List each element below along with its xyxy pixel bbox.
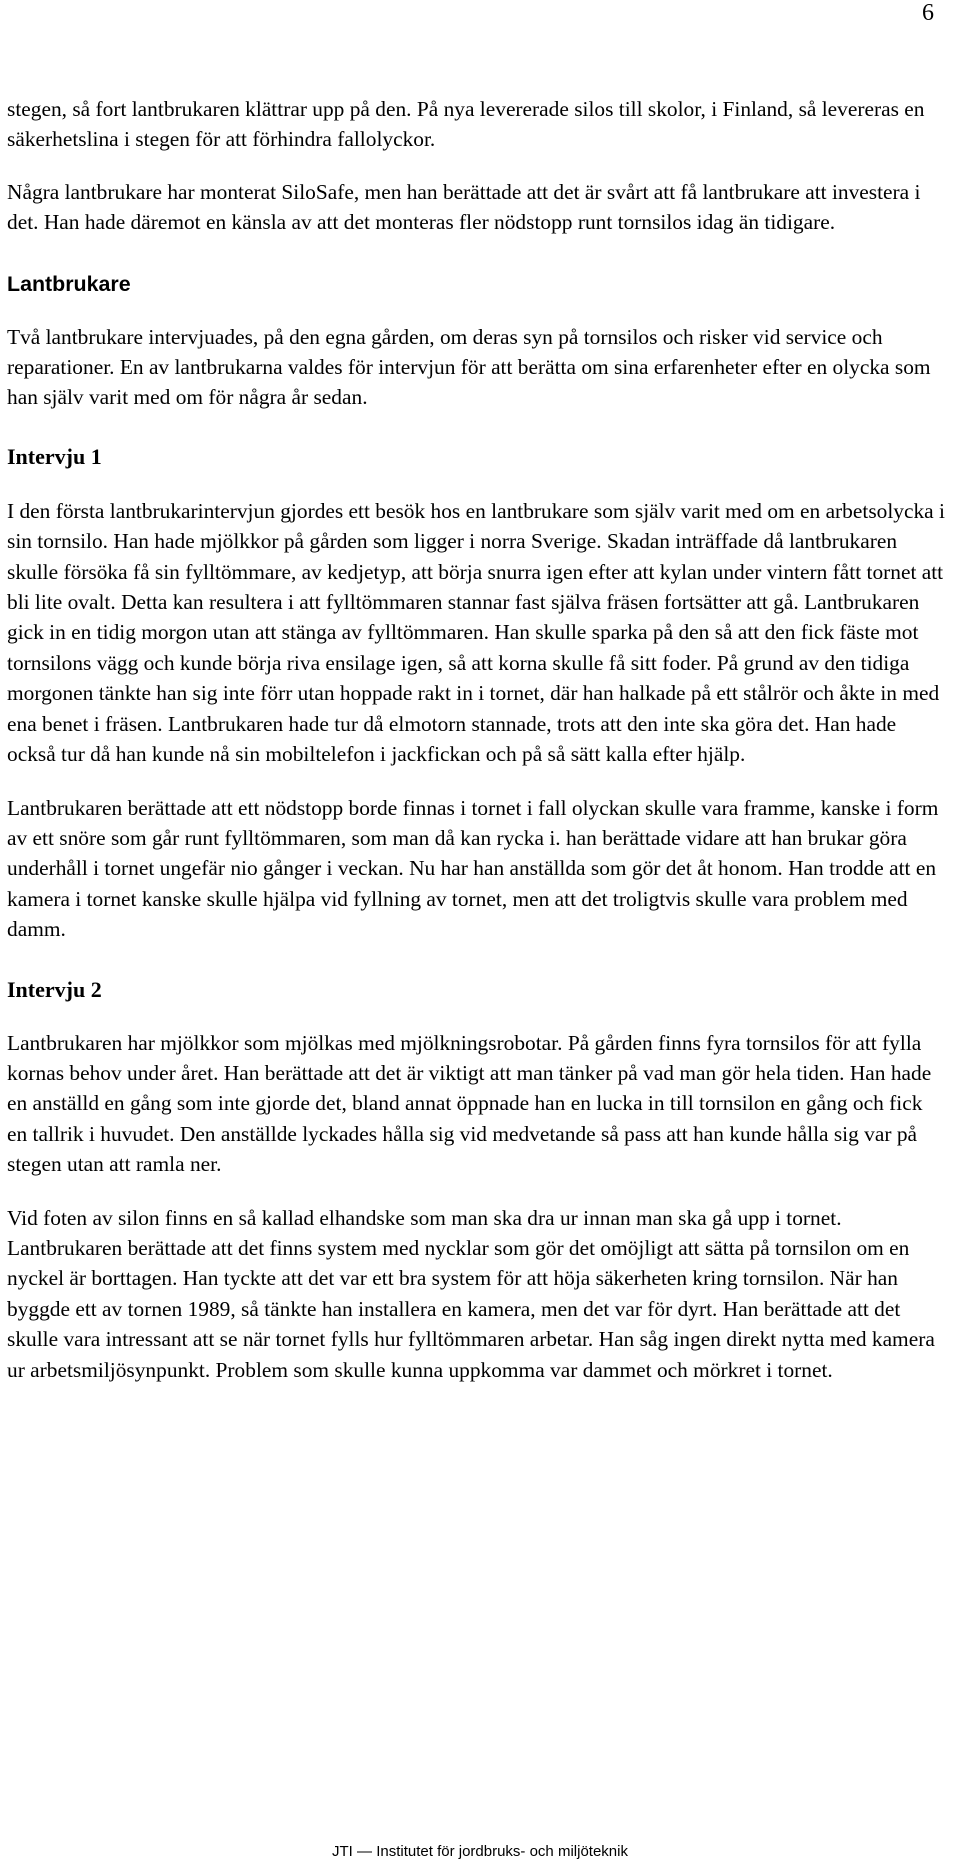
page-footer (0, 1842, 960, 1862)
paragraph-interviews-intro: Två lantbrukare intervjuades, på den egna gården, om deras syn på tornsilos och risker vid service och reparationer. En av lantbrukarna valdes för intervjun för att berätta om sina erfarenheter efter en olycka som han själv varit med om för några år sedan. (7, 324, 931, 410)
paragraph-intervju-1-accident: I den första lantbrukarintervjun gjordes ett besök hos en lantbrukare som själv varit med om en arbetsolycka i sin tornsilo. Han hade mjölkkor på gården som ligger i norra Sverige. Skadan inträffade då lantbrukaren skulle försöka få sin fylltömmare, av kedjetyp, att börja snurra igen efter att kylan under vintern fått tornet att bli lite ovalt. Detta kan resultera i att fylltömmaren stannar fast själva fräsen fortsätter att gå. Lantbrukaren gick in en tidig morgon utan att stänga av fylltömmaren. Han skulle sparka på den så att den fick fäste mot tornsilons vägg och kunde börja riva ensilage igen, så att korna skulle få sitt foder. På grund av den tidiga morgonen tänkte han sig inte förr utan hoppade rakt in i tornet, där han halkade på ett stålrör och åkte in med ena benet i fräsen. Lantbrukaren hade tur då elmotorn stannade, trots att den inte ska göra det. Han hade också tur då han kunde nå sin mobiltelefon i jackfickan och på så sätt kalla efter hjälp. (7, 498, 945, 767)
paragraph-silo-safety-line: stegen, så fort lantbrukaren klättrar upp på den. På nya levererade silos till skolor, i Finland, så levereras en säkerhetslina i stegen för att förhindra fallolyckor. (7, 97, 925, 152)
heading-intervju-1: Intervju 1 (7, 443, 102, 469)
page-number: 6 (922, 0, 934, 26)
footer-dash: — (357, 1843, 373, 1860)
footer-institute-name: Institutet för jordbruks- och miljöteknik (376, 1843, 628, 1860)
heading-lantbrukare: Lantbrukare (7, 271, 131, 296)
paragraph-intervju-2-glove-keys: Vid foten av silon finns en så kallad elhandske som man ska dra ur innan man ska gå upp i tornet. Lantbrukaren berättade att det finns system med nycklar som gör det omöjligt att sätta på tornsilon om en nyckel är borttagen. Han tyckte att det var ett bra system för att höja säkerheten kring tornsilon. När han byggde ett av tornen 1989, så tänkte han installera en kamera, men det var för dyrt. Han berättade att det skulle vara intressant att se när tornet fylls hur fylltömmaren arbetar. Han såg ingen direkt nytta med kamera ur arbetsmiljösynpunkt. Problem som skulle kunna uppkomma var dammet och mörkret i tornet. (7, 1205, 935, 1382)
footer-org: JTI (332, 1843, 353, 1860)
heading-intervju-2: Intervju 2 (7, 976, 102, 1002)
document-body (7, 94, 947, 1385)
paragraph-silosafe: Några lantbrukare har monterat SiloSafe, men han berättade att det är svårt att få lantbrukare att investera i det. Han hade däremot en känsla av att det monteras fler nödstopp runt tornsilos idag än tidigare. (7, 179, 921, 235)
paragraph-intervju-1-emergency-stop: Lantbrukaren berättade att ett nödstopp borde finnas i tornet i fall olyckan skulle vara framme, kanske i form av ett snöre som går runt fylltömmaren, som man då kan rycka i. han berättade vidare att han brukar göra underhåll i tornet ungefär nio gånger i veckan. Nu har han anställda som gör det åt honom. Han trodde att en kamera i tornet kanske skulle hjälpa vid fyllning av tornet, men att det troligtvis skulle vara problem med damm. (7, 795, 939, 942)
paragraph-intervju-2-robots: Lantbrukaren har mjölkkor som mjölkas med mjölkningsrobotar. På gården finns fyra tornsilos för att fylla kornas behov under året. Han berättade att det är viktigt att man tänker på vad man gör hela tiden. Han hade en anställd en gång som inte gjorde det, bland annat öppnade han en lucka in till tornsilon en gång och fick en tallrik i huvudet. Den anställde lyckades hålla sig vid medvetande så pass att han kunde hålla sig var på stegen utan att ramla ner. (7, 1030, 932, 1177)
